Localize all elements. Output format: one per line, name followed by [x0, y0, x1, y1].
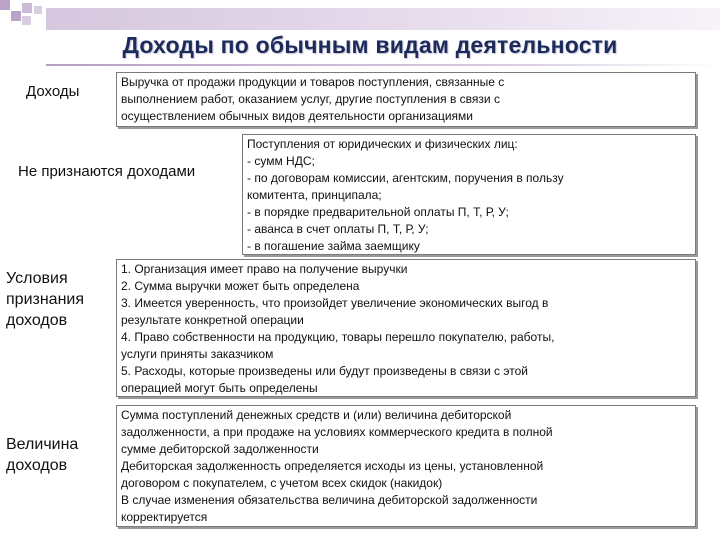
text-line: 5. Расходы, которые произведены или будут произведены в связи с этой	[121, 364, 528, 378]
text-line: выполнением работ, оказанием услуг, другие поступления в связи с	[121, 92, 500, 106]
box-income-definition	[116, 72, 696, 127]
label-line: Величина	[6, 436, 79, 453]
text-line: - по договорам комиссии, агентским, поручения в пользу	[247, 171, 564, 185]
text-line: - в порядке предварительной оплаты П, Т, Р, У;	[247, 205, 509, 219]
label-line: признания	[6, 291, 85, 308]
text-line: - аванса в счет оплаты П, Т, Р, У;	[247, 222, 429, 236]
text-line: комитента, принципала;	[247, 188, 382, 202]
text-line: договором с покупателем, с учетом всех скидок (накидок)	[121, 476, 443, 490]
text-line: результате конкретной операции	[121, 313, 304, 327]
decor-square	[22, 3, 32, 13]
decor-square	[0, 0, 10, 10]
decor-square	[11, 11, 21, 21]
decor-square	[0, 11, 10, 21]
page-title: Доходы по обычным видам деятельности	[122, 32, 618, 58]
text-line: корректируется	[121, 510, 208, 524]
text-line: Выручка от продажи продукции и товаров поступления, связанные с	[121, 75, 505, 89]
box-recognition-conditions	[116, 259, 696, 397]
text-line: осуществлением обычных видов деятельности организациями	[121, 109, 473, 123]
decor-square	[22, 16, 31, 25]
label-conditions	[6, 268, 84, 331]
text-line: Сумма поступлений денежных средств и (или) величина дебиторской	[121, 408, 512, 422]
text-line: 1. Организация имеет право на получение выручки	[121, 262, 408, 276]
text-line: - в погашение займа заемщику	[247, 239, 420, 253]
text-line: 2. Сумма выручки может быть определена	[121, 279, 360, 293]
label-not-income: Не признаются доходами	[18, 163, 196, 180]
label-income: Доходы	[26, 83, 80, 100]
box-income-amount	[116, 405, 696, 527]
text-line: сумме дебиторской задолженности	[121, 442, 319, 456]
box-not-income-list	[242, 134, 696, 255]
decor-square	[10, 0, 20, 10]
decor-square	[34, 6, 42, 14]
text-line: Дебиторская задолженность определяется исходы из цены, установленной	[121, 459, 544, 473]
label-amount	[6, 434, 78, 476]
text-line: Поступления от юридических и физических лиц:	[247, 137, 518, 151]
text-line: 3. Имеется уверенность, что произойдет увеличение экономических выгод в	[121, 296, 549, 310]
label-line: Условия	[6, 270, 68, 287]
title-decor-bar	[46, 8, 720, 30]
text-line: задолженности, а при продаже на условиях коммерческого кредита в полной	[121, 425, 553, 439]
text-line: услуги приняты заказчиком	[121, 347, 274, 361]
title-underline	[46, 64, 720, 66]
label-line: доходов	[6, 457, 68, 474]
text-line: - сумм НДС;	[247, 154, 315, 168]
text-line: 4. Право собственности на продукцию, товары перешло покупателю, работы,	[121, 330, 555, 344]
text-line: операцией могут быть определены	[121, 381, 318, 395]
label-line: доходов	[6, 312, 68, 329]
text-line: В случае изменения обязательства величина дебиторской задолженности	[121, 493, 538, 507]
